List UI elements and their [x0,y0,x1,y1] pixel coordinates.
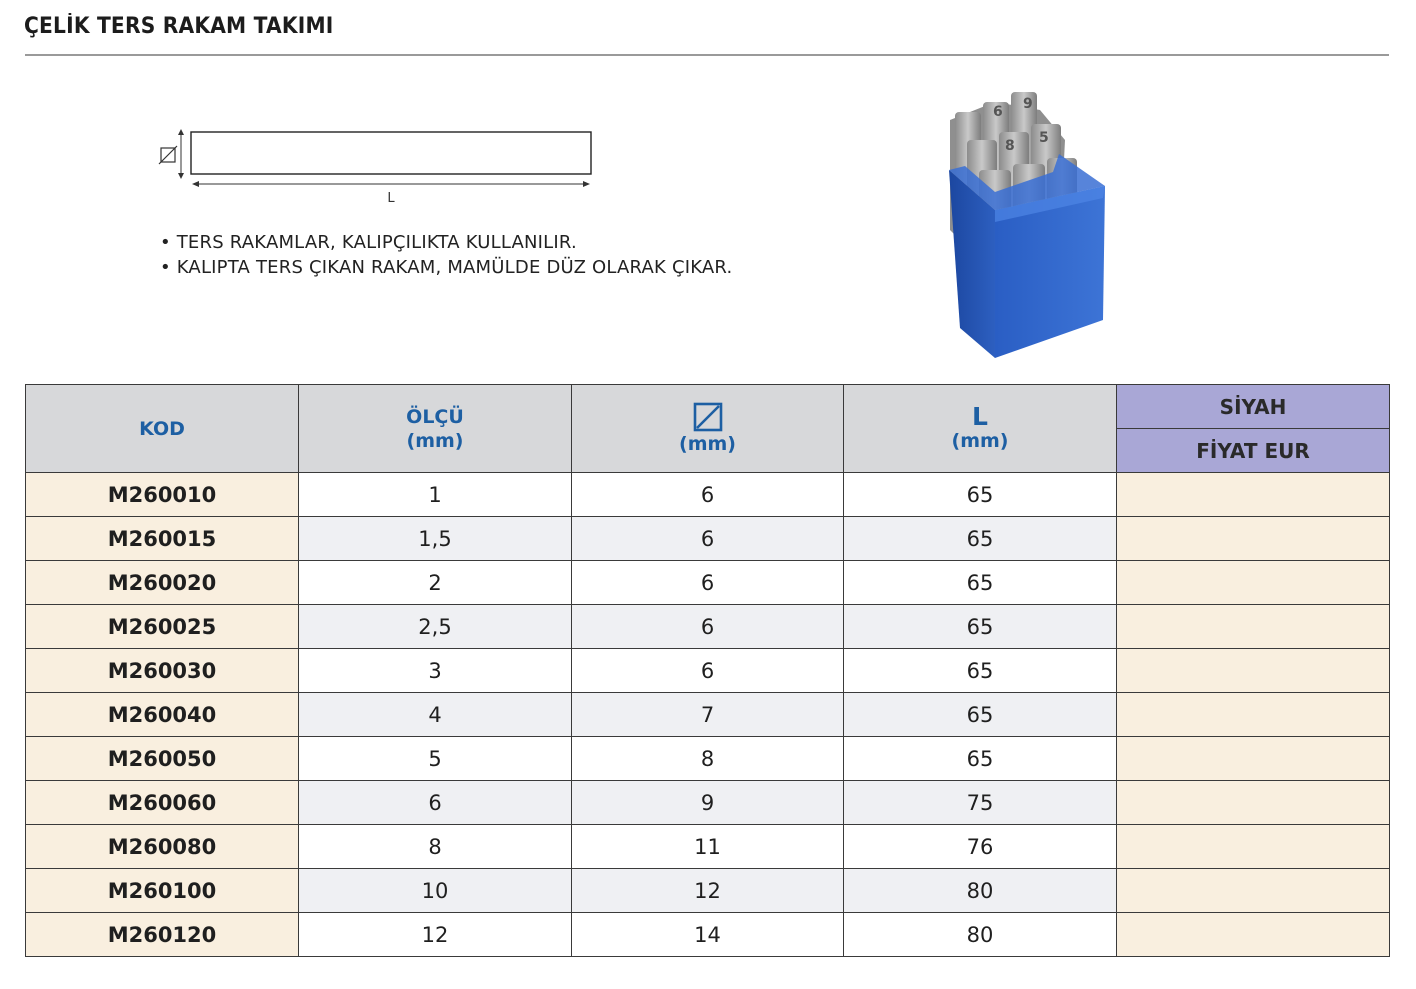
header-square-unit: (mm) [679,432,736,455]
table-row [26,737,1390,781]
cell-kod: M260050 [26,737,299,781]
cell-length: 65 [844,561,1117,605]
title-divider [25,54,1389,56]
height-arrow [178,129,184,179]
header-olcu-label: ÖLÇÜ [406,405,464,428]
cell-kod: M260080 [26,825,299,869]
header-olcu-unit: (mm) [406,429,464,452]
header-fiyat-eur: FİYAT EUR [1117,429,1390,473]
cell-square-size: 6 [572,561,844,605]
cell-kod: M260120 [26,913,299,957]
length-arrow [192,181,590,187]
cell-length: 75 [844,781,1117,825]
cell-square-size: 8 [572,737,844,781]
cell-kod: M260060 [26,781,299,825]
cell-square-size: 6 [572,517,844,561]
cell-length: 65 [844,649,1117,693]
cell-price [1117,517,1390,561]
cell-olcu: 2,5 [299,605,572,649]
cell-square-size: 14 [572,913,844,957]
cell-olcu: 8 [299,825,572,869]
cell-length: 65 [844,605,1117,649]
page-title: ÇELİK TERS RAKAM TAKIMI [24,14,334,39]
product-spec-table [25,384,1390,957]
cell-kod: M260100 [26,869,299,913]
spec-table-body [26,473,1390,957]
table-row [26,517,1390,561]
cell-square-size: 6 [572,473,844,517]
cell-olcu: 2 [299,561,572,605]
cell-olcu: 12 [299,913,572,957]
svg-text:6: 6 [993,104,1003,120]
cell-length: 76 [844,825,1117,869]
header-olcu [299,385,572,473]
table-row [26,649,1390,693]
blue-box-icon [949,154,1105,358]
table-row [26,913,1390,957]
table-row [26,561,1390,605]
cell-olcu: 6 [299,781,572,825]
table-row [26,869,1390,913]
cell-square-size: 12 [572,869,844,913]
cell-square-size: 6 [572,605,844,649]
table-row [26,825,1390,869]
cell-length: 65 [844,737,1117,781]
cell-price [1117,913,1390,957]
table-row [26,781,1390,825]
cell-kod: M260010 [26,473,299,517]
svg-text:5: 5 [1039,130,1049,146]
cell-olcu: 5 [299,737,572,781]
cell-price [1117,473,1390,517]
cell-olcu: 3 [299,649,572,693]
cell-price [1117,869,1390,913]
cell-price [1117,737,1390,781]
notes-list [160,230,732,280]
note-item: • TERS RAKAMLAR, KALIPÇILIKTA KULLANILIR. [160,232,577,253]
cell-square-size: 7 [572,693,844,737]
dimension-diagram [155,122,605,212]
table-row [26,693,1390,737]
cell-price [1117,605,1390,649]
header-kod: KOD [26,385,299,473]
cell-square-size: 11 [572,825,844,869]
cell-length: 80 [844,913,1117,957]
square-diameter-icon [159,146,177,164]
square-diameter-icon [693,402,723,432]
cell-price [1117,825,1390,869]
punch-bar-outline [191,132,591,174]
cell-length: 65 [844,693,1117,737]
cell-price [1117,781,1390,825]
cell-kod: M260040 [26,693,299,737]
svg-text:9: 9 [1023,96,1033,112]
cell-kod: M260025 [26,605,299,649]
header-siyah: SİYAH [1117,385,1390,429]
product-photo [935,80,1115,365]
table-row [26,605,1390,649]
header-length-label: L [972,401,988,431]
table-row [26,473,1390,517]
header-length-unit: (mm) [951,429,1009,452]
cell-price [1117,649,1390,693]
length-label: L [387,191,395,206]
cell-olcu: 1 [299,473,572,517]
cell-kod: M260020 [26,561,299,605]
cell-olcu: 4 [299,693,572,737]
header-length [844,385,1117,473]
cell-square-size: 6 [572,649,844,693]
svg-text:8: 8 [1005,138,1015,154]
cell-square-size: 9 [572,781,844,825]
cell-olcu: 1,5 [299,517,572,561]
cell-kod: M260015 [26,517,299,561]
cell-olcu: 10 [299,869,572,913]
cell-kod: M260030 [26,649,299,693]
header-square-size [572,385,844,473]
cell-price [1117,561,1390,605]
cell-length: 65 [844,473,1117,517]
cell-length: 65 [844,517,1117,561]
cell-length: 80 [844,869,1117,913]
note-item: • KALIPTA TERS ÇIKAN RAKAM, MAMÜLDE DÜZ OLARAK ÇIKAR. [160,257,733,278]
cell-price [1117,693,1390,737]
